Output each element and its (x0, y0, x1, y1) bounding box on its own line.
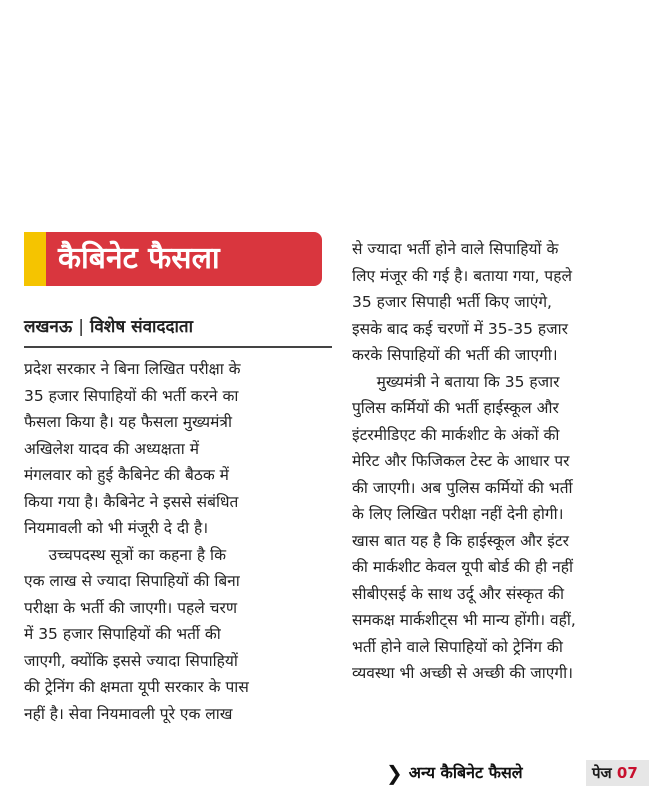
article-right-line: पुलिस कर्मियों की भर्ती हाईस्कूल और (352, 399, 559, 417)
byline-separator: | (78, 317, 84, 337)
article-right-line: लिए मंजूर की गई है। बताया गया, पहले (352, 266, 572, 285)
article-left-line: किया गया है। कैबिनेट ने इससे संबंधित (24, 492, 239, 511)
section-banner (24, 232, 322, 286)
more-label: अन्य कैबिनेट फैसले (408, 763, 523, 782)
article-left-line: नहीं है। सेवा नियमावली पूरे एक लाख (24, 704, 233, 723)
banner-label: कैबिनेट फैसला (58, 241, 220, 276)
article-right-line: की जाएगी। अब पुलिस कर्मियों की भर्ती (352, 478, 573, 497)
article-right-line: की मार्कशीट केवल यूपी बोर्ड की ही नहीं (352, 558, 573, 576)
byline-city: लखनऊ (24, 317, 73, 337)
more-link[interactable] (386, 758, 523, 788)
article-right-line: सीबीएसई के साथ उर्दू और संस्कृत की (352, 584, 564, 603)
article-left-line: 35 हजार सिपाहियों की भर्ती करने का (24, 386, 239, 405)
article-right-line: मेरिट और फिजिकल टेस्ट के आधार पर (352, 452, 570, 470)
article-left-line: परीक्षा के भर्ती की जाएगी। पहले चरण (24, 598, 238, 617)
article-right-line: इसके बाद कई चरणों में 35-35 हजार (352, 319, 568, 338)
page-reference-badge (586, 760, 649, 786)
article-left-line: एक लाख से ज्यादा सिपाहियों की बिना (24, 572, 240, 590)
article-left-line: में 35 हजार सिपाहियों की भर्ती की (24, 625, 221, 643)
article-left-line: उच्चपदस्थ सूत्रों का कहना है कि (24, 545, 226, 564)
article-left-line: प्रदेश सरकार ने बिना लिखित परीक्षा के (24, 360, 241, 378)
article-right-line: करके सिपाहियों की भर्ती की जाएगी। (352, 346, 558, 364)
article-right-line: 35 हजार सिपाही भर्ती किए जाएंगे, (352, 293, 552, 311)
article-column-left (24, 356, 336, 727)
byline-reporter: विशेष संवाददाता (89, 317, 194, 337)
article-right-line: व्यवस्था भी अच्छी से अच्छी की जाएगी। (352, 664, 573, 682)
article-left-line: नियमावली को भी मंजूरी दे दी है। (24, 519, 209, 537)
article-column-right (352, 236, 649, 687)
article-right-line: के लिए लिखित परीक्षा नहीं देनी होगी। (352, 505, 564, 523)
article-left-line: की ट्रेनिंग की क्षमता यूपी सरकार के पास (24, 678, 249, 696)
article-right-line: भर्ती होने वाले सिपाहियों को ट्रेनिंग की (352, 637, 563, 656)
article-left-line: फैसला किया है। यह फैसला मुख्यमंत्री (24, 413, 232, 431)
banner-accent-stripe (24, 232, 46, 286)
article-left-line: अखिलेश यादव की अध्यक्षता में (24, 439, 199, 458)
article-left-line: जाएगी, क्योंकि इससे ज्यादा सिपाहियों (24, 651, 238, 670)
article-right-line: इंटरमीडिएट की मार्कशीट के अंकों की (352, 425, 560, 444)
page-number: 07 (616, 764, 638, 782)
byline (24, 315, 193, 339)
byline-divider (24, 346, 332, 348)
article-right-line: समकक्ष मार्कशीट्स भी मान्य होंगी। वहीं, (352, 611, 576, 629)
article-right-line: खास बात यह है कि हाईस्कूल और इंटर (352, 531, 569, 550)
chevron-right-icon: ❯ (386, 761, 403, 785)
article-right-line: मुख्यमंत्री ने बताया कि 35 हजार (352, 372, 560, 391)
article-left-line: मंगलवार को हुई कैबिनेट की बैठक में (24, 466, 229, 484)
page-label: पेज (592, 764, 612, 782)
article-right-line: से ज्यादा भर्ती होने वाले सिपाहियों के (352, 240, 559, 258)
